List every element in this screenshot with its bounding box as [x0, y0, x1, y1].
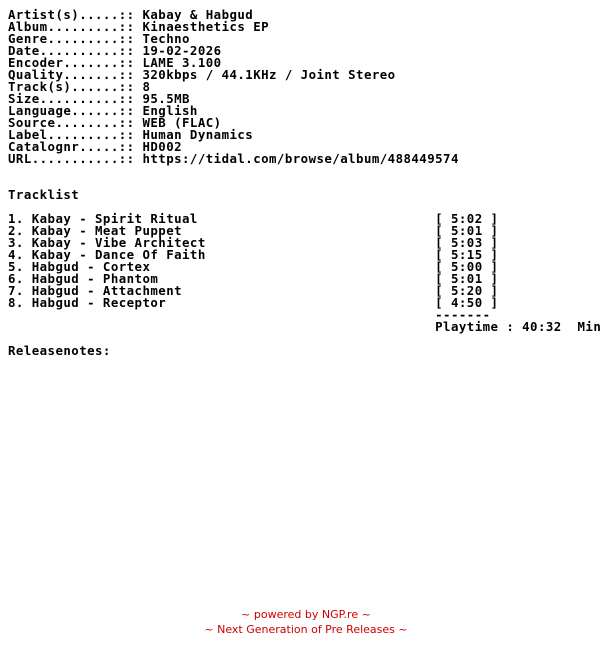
track-time: [ 5:20 ]: [435, 283, 499, 298]
info-key: Track(s)......::: [8, 79, 143, 94]
footer-tagline: ~ Next Generation of Pre Releases ~: [204, 623, 408, 636]
release-info: [8, 9, 601, 165]
track-title: Habgud - Phantom: [31, 271, 159, 286]
info-value: 8: [142, 79, 151, 94]
track-number: 4.: [8, 247, 32, 262]
track-number: 5.: [8, 259, 32, 274]
playtime: Playtime : 40:32 Min: [435, 319, 602, 334]
info-value: WEB (FLAC): [142, 115, 222, 130]
tracklist: [8, 213, 601, 309]
info-value: Techno: [142, 31, 190, 46]
info-key: Date..........::: [8, 43, 143, 58]
track-title: Kabay - Dance Of Faith: [31, 247, 206, 262]
track-title: Kabay - Vibe Architect: [31, 235, 206, 250]
track-number: 7.: [8, 283, 32, 298]
info-key: URL...........::: [8, 151, 143, 166]
track-number: 1.: [8, 211, 32, 226]
track-title: Kabay - Meat Puppet: [31, 223, 183, 238]
info-value: English: [142, 103, 198, 118]
info-key: Language......::: [8, 103, 143, 118]
track-time: [ 5:01 ]: [435, 271, 499, 286]
info-key: Artist(s).....::: [8, 7, 143, 22]
track-time: [ 5:15 ]: [435, 247, 499, 262]
info-value: Kabay & Habgud: [142, 7, 254, 22]
info-key: Genre.........::: [8, 31, 143, 46]
releasenotes-heading: Releasenotes:: [8, 343, 111, 358]
info-value: Human Dynamics: [142, 127, 254, 142]
track-time: [ 5:02 ]: [435, 211, 499, 226]
track-number: 2.: [8, 223, 32, 238]
info-key: Label.........::: [8, 127, 143, 142]
track-title: Habgud - Cortex: [31, 259, 151, 274]
info-key: Catalognr.....::: [8, 139, 143, 154]
track-time: [ 5:01 ]: [435, 223, 499, 238]
track-number: 3.: [8, 235, 32, 250]
info-key: Source........::: [8, 115, 143, 130]
info-key: Encoder.......::: [8, 55, 143, 70]
info-value: Kinaesthetics EP: [142, 19, 270, 34]
track-title: Habgud - Attachment: [31, 283, 183, 298]
info-value: 95.5MB: [142, 91, 190, 106]
info-key: Album.........::: [8, 19, 143, 34]
info-value: 320kbps / 44.1KHz / Joint Stereo: [142, 67, 396, 82]
track-number: 8.: [8, 295, 32, 310]
track-title: Habgud - Receptor: [31, 295, 167, 310]
track-title: Kabay - Spirit Ritual: [31, 211, 198, 226]
info-value: 19-02-2026: [142, 43, 222, 58]
tracklist-heading: Tracklist: [8, 187, 80, 202]
playtime-separator: -------: [435, 307, 491, 322]
info-value: LAME 3.100: [142, 55, 222, 70]
info-value: HD002: [142, 139, 183, 154]
info-row: [8, 153, 601, 165]
footer-powered-by: ~ powered by NGP.re ~: [241, 608, 371, 621]
track-time: [ 4:50 ]: [435, 295, 499, 310]
track-time: [ 5:03 ]: [435, 235, 499, 250]
info-key: Size..........::: [8, 91, 143, 106]
track-number: 6.: [8, 271, 32, 286]
track-time: [ 5:00 ]: [435, 259, 499, 274]
nfo-text: [8, 9, 601, 357]
info-key: Quality.......::: [8, 67, 143, 82]
info-value: https://tidal.com/browse/album/488449574: [142, 151, 459, 166]
